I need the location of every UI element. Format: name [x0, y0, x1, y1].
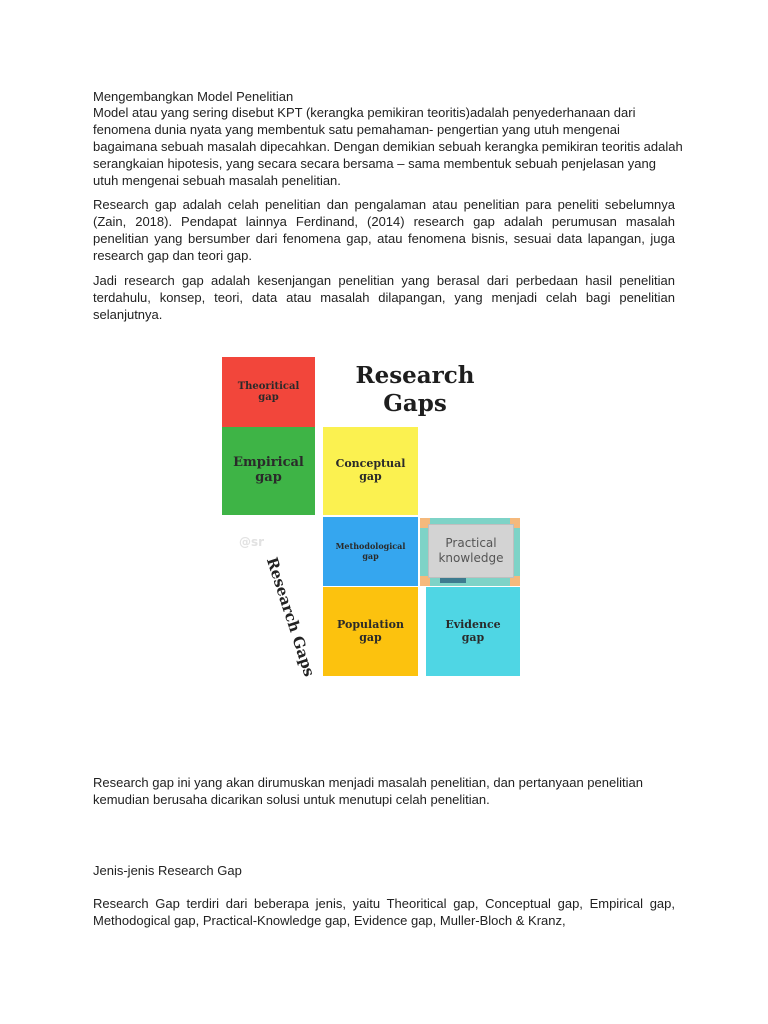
population-gap-label: Population [337, 617, 404, 631]
conceptual-gap-label: Conceptual [335, 457, 406, 471]
paragraph-research-gap-types: Research Gap terdiri dari beberapa jenis, yaitu Theoritical gap, Conceptual gap, Empirical gap, Methodogical gap, Practical-Knowledge gap, Evidence gap, Muller-Bloch & Kranz, [93, 896, 675, 928]
theoretical-gap-sublabel: gap [258, 392, 279, 403]
evidence-gap-sublabel: gap [461, 630, 485, 644]
research-gaps-figure [222, 355, 524, 677]
evidence-gap-tile [426, 587, 520, 676]
paragraph-research-gap-usage: Research gap ini yang akan dirumuskan menjadi masalah penelitian, dan pertanyaan penelitian kemudian berusaha dicarikan solusi untuk menutupi celah penelitian. [93, 775, 643, 807]
methodological-gap-sublabel: gap [362, 550, 379, 561]
theoretical-gap-tile [222, 357, 315, 427]
watermark: @sr [239, 535, 265, 549]
practical-knowledge-tile [420, 518, 520, 586]
conceptual-gap-tile [323, 427, 418, 515]
figure-title-line1: Research [355, 362, 475, 389]
practical-knowledge-panel [428, 524, 514, 578]
paragraph-model: Model atau yang sering disebut KPT (kerangka pemikiran teoritis)adalah penyederhanaan dari fenomena dunia nyata yang membentuk satu pemahaman- pengertian yang utuh mengenai bagaimana sebuah masalah dipecahkan. Dengan demikian sebuah kerangka pemikiran teoritis adalah serangkaian hipotesis, yang secara secara bersama – sama membentuk sebuah penjelasan yang utuh mengenai sebuah masalah penelitian. [93, 105, 683, 188]
figure-title-line2: Gaps [383, 390, 447, 417]
paragraph-research-gap-definition: Research gap adalah celah penelitian dan pengalaman atau penelitian para peneliti sebelumnya (Zain, 2018). Pendapat lainnya Ferdinand, (2014) research gap adalah perumusan masalah penelitian yang bersumber dari fenomena gap, atau fenomena bisnis, sesuai data lapangan, juga research gap dan teori gap. [93, 197, 675, 263]
practical-knowledge-label: Practical [445, 536, 497, 550]
section-heading: Mengembangkan Model Penelitian [93, 89, 294, 104]
methodological-gap-label: Methodological [335, 541, 406, 552]
practical-knowledge-sublabel: knowledge [438, 551, 504, 565]
conceptual-gap-sublabel: gap [359, 470, 382, 483]
population-gap-tile [323, 587, 418, 676]
evidence-gap-label: Evidence [445, 617, 501, 631]
section-heading-types: Jenis-jenis Research Gap [93, 863, 242, 878]
empirical-gap-label: Empirical [233, 455, 304, 471]
methodological-gap-tile [323, 517, 418, 586]
paragraph-research-gap-conclusion: Jadi research gap adalah kesenjangan penelitian yang berasal dari perbedaan hasil penelitian terdahulu, konsep, teori, data atau masalah dilapangan, yang menjadi celah bagi penelitian selanjutnya. [93, 273, 675, 322]
empirical-gap-tile [222, 427, 315, 515]
frame-bar-icon [440, 578, 466, 583]
empirical-gap-sublabel: gap [255, 470, 282, 485]
population-gap-sublabel: gap [359, 630, 382, 644]
figure-title [340, 362, 490, 418]
theoretical-gap-label: Theoritical [237, 380, 300, 392]
rotated-figure-label: Research Gaps [262, 555, 319, 679]
